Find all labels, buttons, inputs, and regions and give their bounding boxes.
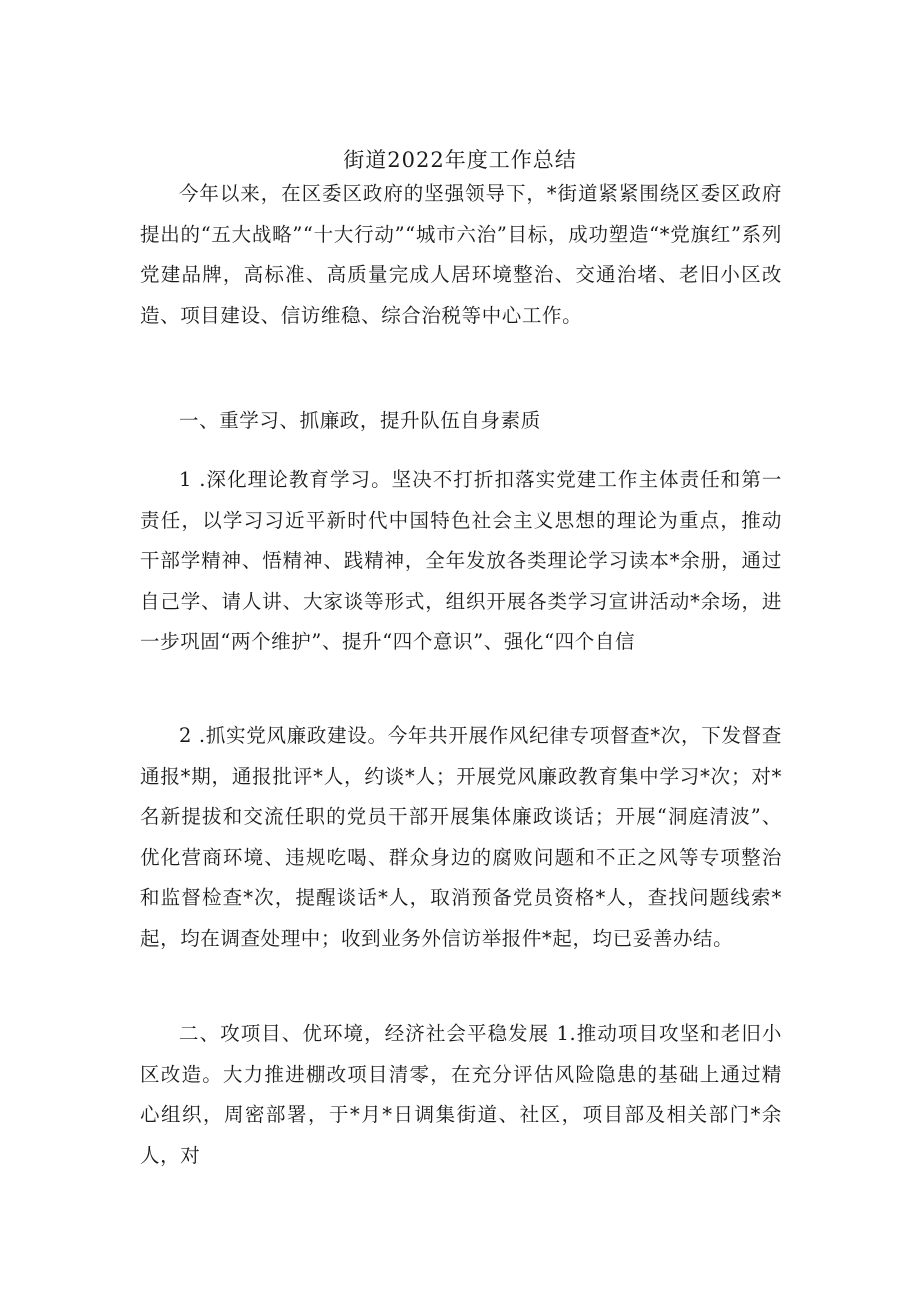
document-title: 街道2022年度工作总结 <box>343 148 577 172</box>
section-heading-2-paragraph: 二、攻项目、优环境，经济社会平稳发展 1.推动项目攻坚和老旧小区改造。大力推进棚改项目清零，在充分评估风险隐患的基础上通过精心组织，周密部署，于*月*日调集街道、社区，项目部及相关部门*余人，对 <box>140 1022 782 1167</box>
section-heading-1: 一、重学习、抓廉政，提升队伍自身素质 <box>179 409 541 432</box>
body-paragraph-integrity: 2 .抓实党风廉政建设。今年共开展作风纪律专项督查*次，下发督查通报*期，通报批评*人，约谈*人；开展党风廉政教育集中学习*次；对*名新提拔和交流任职的党员干部开展集体廉政谈话；开展“洞庭清波”、优化营商环境、违规吃喝、群众身边的腐败问题和不正之风等专项整治和监督检查*次，提醒谈话*人，取消预备党员资格*人，查找问题线索*起，均在调查处理中；收到业务外信访举报件*起，均已妥善办结。 <box>140 724 782 950</box>
intro-paragraph: 今年以来，在区委区政府的坚强领导下，*街道紧紧围绕区委区政府提出的“五大战略”“十大行动”“城市六治”目标，成功塑造“*党旗红”系列党建品牌，高标准、高质量完成人居环境整治、交通治堵、老旧小区改造、项目建设、信访维稳、综合治税等中心工作。 <box>140 182 782 327</box>
body-paragraph-theory-study: 1 .深化理论教育学习。坚决不打折扣落实党建工作主体责任和第一责任，以学习习近平新时代中国特色社会主义思想的理论为重点，推动干部学精神、悟精神、践精神，全年发放各类理论学习读本*余册，通过自己学、请人讲、大家谈等形式，组织开展各类学习宣讲活动*余场，进一步巩固“两个维护”、提升“四个意识”、强化“四个自信 <box>140 468 782 653</box>
